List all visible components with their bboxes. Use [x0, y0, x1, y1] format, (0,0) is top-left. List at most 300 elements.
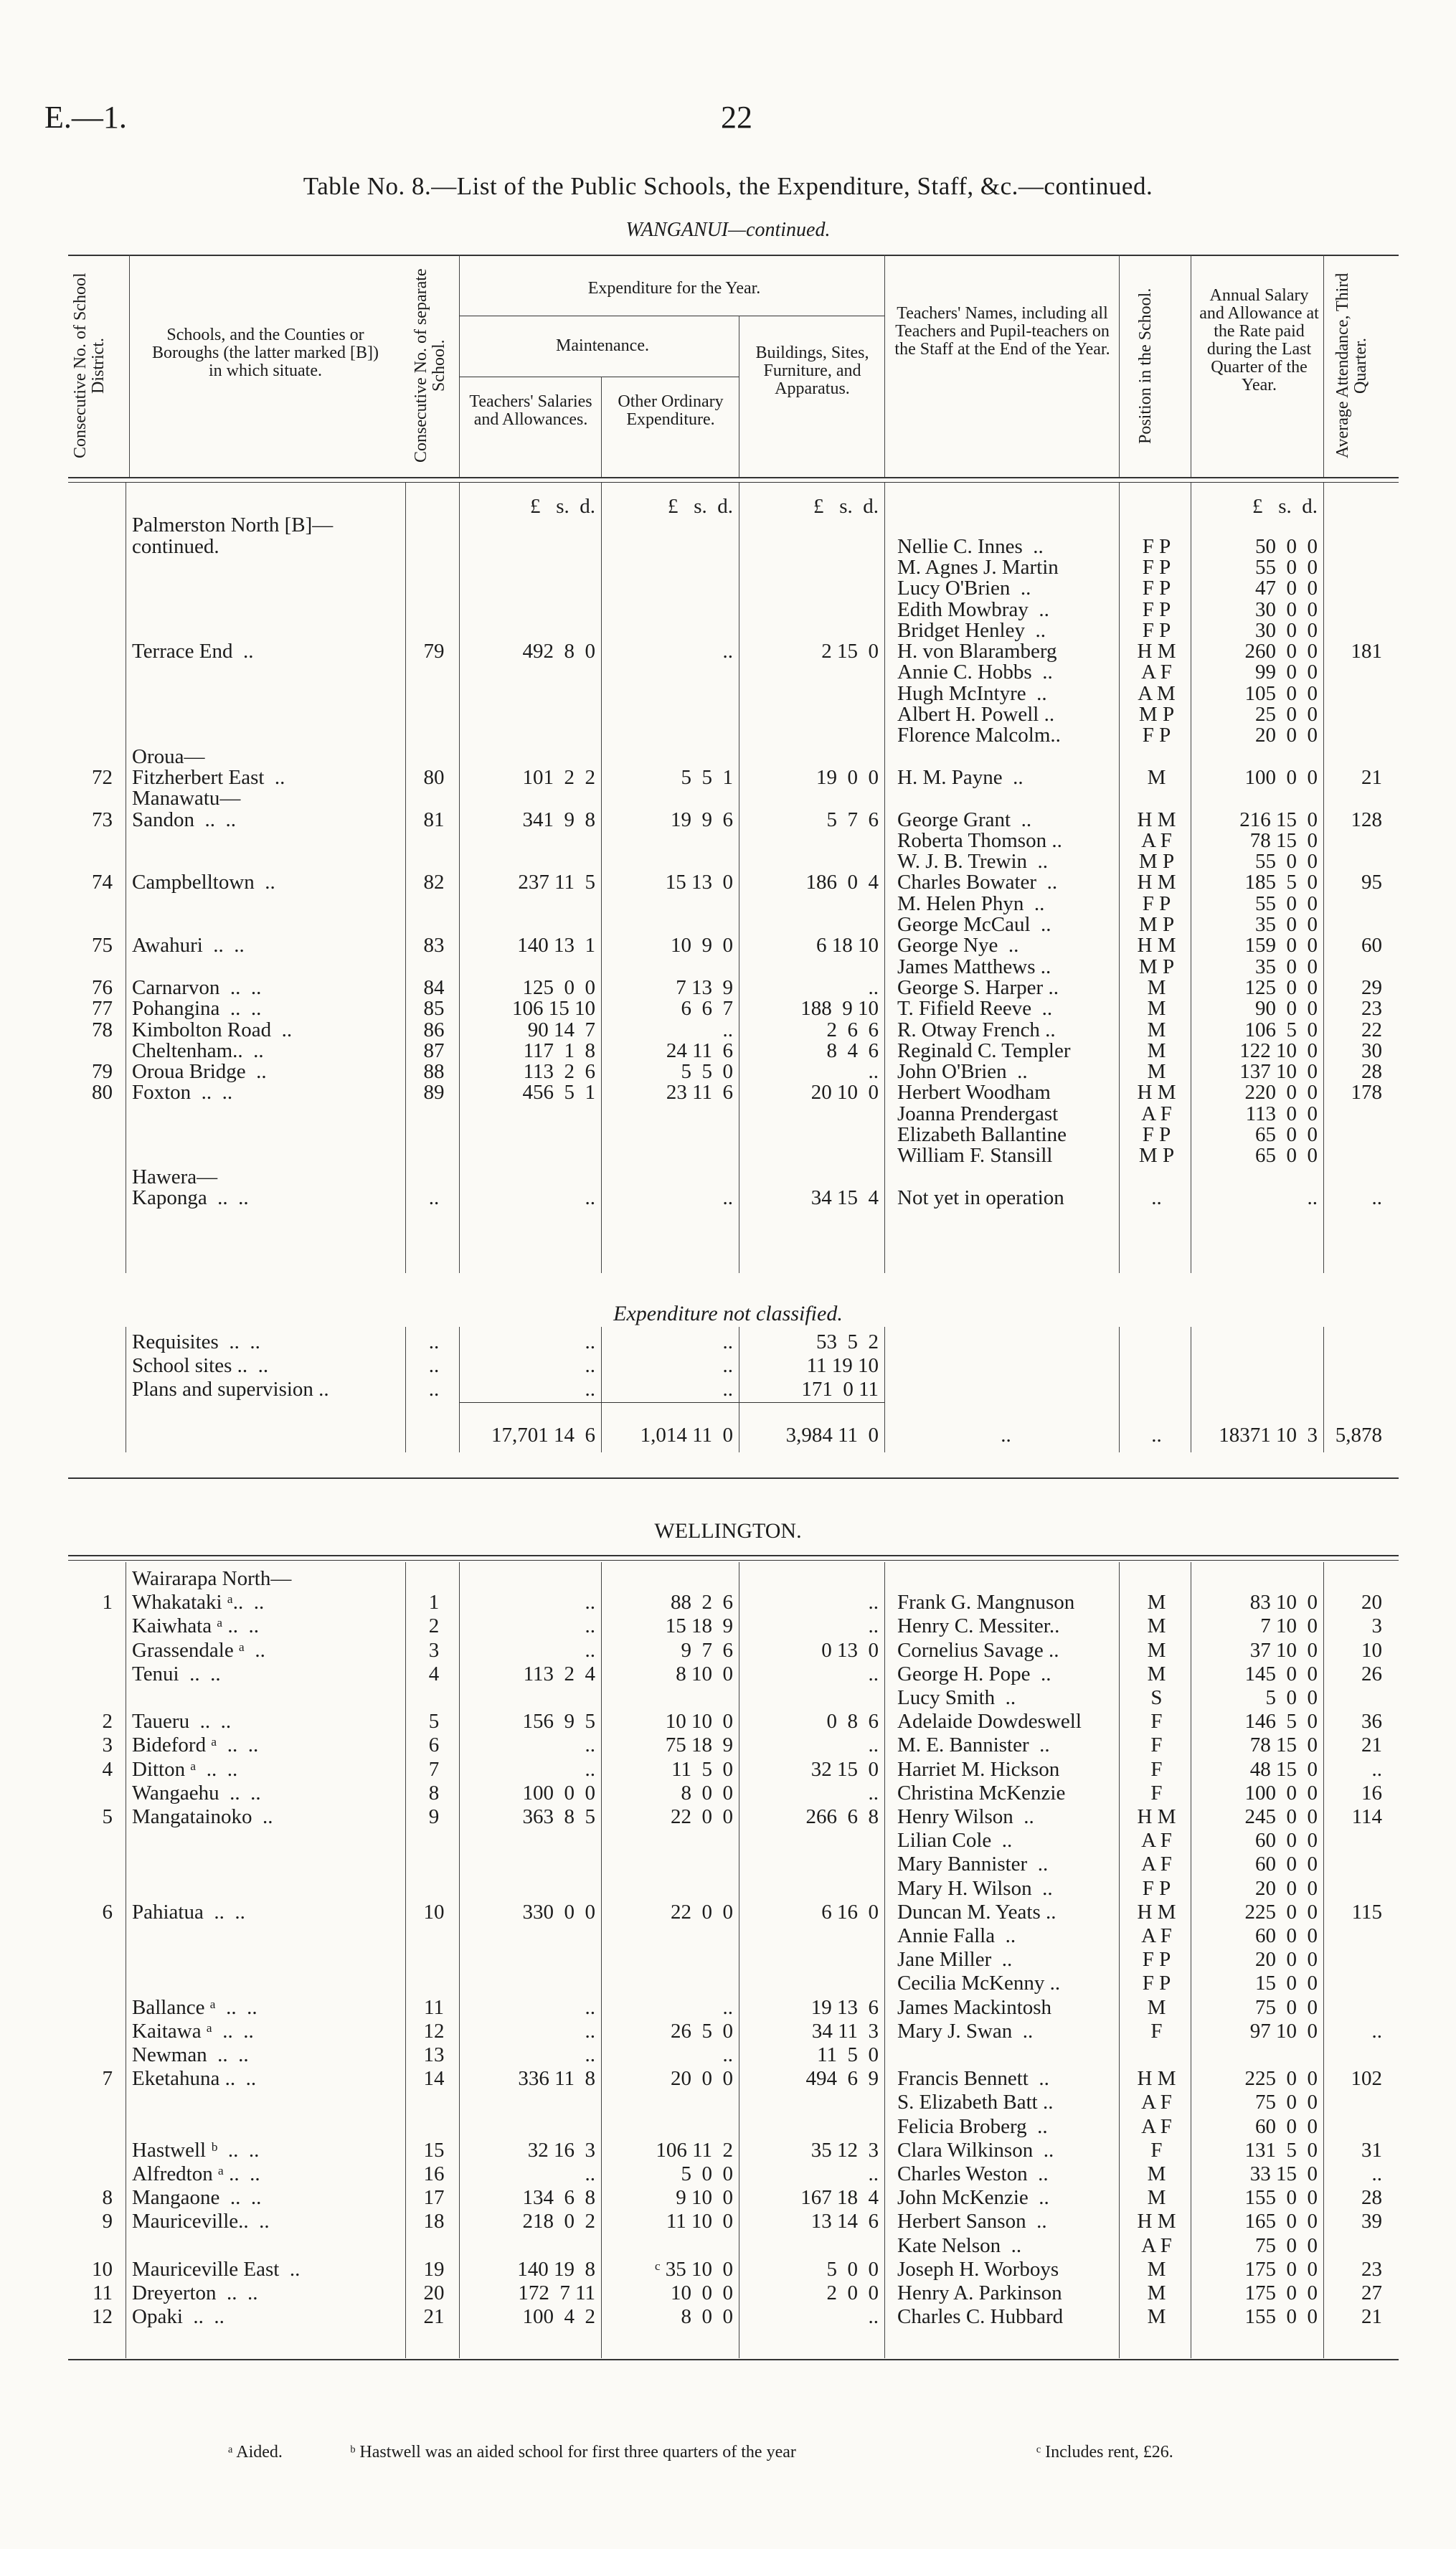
- annual-salary-value: 78 15 0: [1249, 828, 1318, 852]
- teacher-name: Joseph H. Worboys: [897, 2257, 1059, 2281]
- rule-line: [68, 1555, 1399, 1556]
- teacher-name: George S. Harper ..: [897, 975, 1059, 999]
- salaries-value: ..: [585, 2019, 595, 2043]
- other-expenditure-value: 22 0 0: [671, 1805, 733, 1828]
- buildings-value: ..: [868, 1060, 879, 1084]
- annual-salary-value: 245 0 0: [1244, 1805, 1318, 1828]
- teacher-name: Lilian Cole ..: [897, 1829, 1013, 1853]
- school-name: Pahiatua .. ..: [132, 1900, 245, 1924]
- buildings-value: 34 15 4: [810, 1186, 879, 1209]
- position-code: M: [1147, 1018, 1166, 1041]
- annual-salary-value: 100 0 0: [1244, 1781, 1318, 1805]
- column-divider: [1323, 1327, 1324, 1452]
- position-code: M: [1147, 2186, 1166, 2210]
- teacher-name: Henry Wilson ..: [897, 1805, 1034, 1828]
- teacher-name: Herbert Sanson ..: [897, 2210, 1047, 2233]
- annual-salary-value: 155 0 0: [1244, 2305, 1318, 2329]
- school-name: Fitzherbert East ..: [132, 765, 285, 789]
- school-number: 14: [423, 2067, 445, 2091]
- teacher-name: Roberta Thomson ..: [897, 828, 1062, 852]
- annual-salary-value: 30 0 0: [1255, 597, 1318, 621]
- buildings-value: 186 0 4: [805, 871, 879, 894]
- attendance-value: 36: [1361, 1710, 1382, 1734]
- school-name: Terrace End ..: [132, 640, 254, 663]
- position-code: H M: [1137, 1805, 1176, 1828]
- teacher-name: M. Agnes J. Martin: [897, 555, 1059, 579]
- buildings-value: 13 14 6: [810, 2210, 879, 2233]
- annual-salary-value: 113 0 0: [1245, 1102, 1318, 1125]
- teacher-name: George H. Pope ..: [897, 1662, 1051, 1685]
- position-code: M: [1147, 1591, 1166, 1614]
- teacher-name: George Grant ..: [897, 808, 1032, 831]
- column-divider: [1323, 1562, 1324, 2358]
- position-code: F P: [1142, 555, 1171, 579]
- other-expenditure-value: 7 13 9: [676, 975, 733, 999]
- school-number: 20: [423, 2281, 445, 2304]
- column-divider: [405, 1327, 406, 1452]
- attendance-value: 28: [1361, 2186, 1382, 2210]
- attendance-value: 23: [1361, 997, 1382, 1021]
- position-code: A M: [1138, 681, 1176, 705]
- buildings-value: 32 15 0: [810, 1757, 879, 1781]
- school-name: Sandon .. ..: [132, 808, 236, 831]
- buildings-value: ..: [868, 1781, 879, 1805]
- annual-salary-value: 165 0 0: [1244, 2210, 1318, 2233]
- school-name: Kaponga .. ..: [132, 1186, 249, 1209]
- position-code: H M: [1137, 640, 1176, 663]
- position-code: H M: [1137, 2067, 1176, 2091]
- attendance-value: 29: [1361, 975, 1382, 999]
- other-expenditure-value: ..: [722, 1354, 733, 1377]
- position-code: M P: [1138, 913, 1175, 937]
- position-code: A F: [1141, 2233, 1172, 2257]
- buildings-value: 34 11 3: [811, 2019, 879, 2043]
- other-expenditure-value: 5 0 0: [681, 2162, 733, 2185]
- total-annual-salary: 18371 10 3: [1219, 1424, 1318, 1447]
- teacher-name: W. J. B. Trewin ..: [897, 850, 1049, 874]
- attendance-value: 28: [1361, 1060, 1382, 1084]
- district-number: 8: [102, 2186, 113, 2210]
- school-name: Ditton ᵃ .. ..: [132, 1757, 238, 1781]
- currency-header: £ s. d.: [529, 495, 595, 518]
- salaries-value: 100 0 0: [522, 1781, 595, 1805]
- footnote-b: ᵇ Hastwell was an aided school for first three quarters of the year: [350, 2443, 796, 2461]
- teacher-name: Cornelius Savage ..: [897, 1638, 1059, 1662]
- salaries-value: ..: [585, 1734, 595, 1757]
- buildings-value: 0 13 0: [821, 1638, 879, 1662]
- position-code: M: [1147, 1039, 1166, 1062]
- col-header-teachers: Teachers' Names, including all Teachers and Pupil-teachers on the Staff at the End of the Year.: [894, 304, 1110, 359]
- buildings-value: 6 16 0: [821, 1900, 879, 1924]
- teacher-name: Christina McKenzie: [897, 1781, 1066, 1805]
- column-divider: [884, 483, 885, 1273]
- buildings-value: 53 5 2: [816, 1330, 879, 1353]
- not-classified-heading: Expenditure not classified.: [613, 1302, 843, 1325]
- school-number: 80: [423, 765, 445, 789]
- annual-salary-value: 175 0 0: [1244, 2281, 1318, 2304]
- position-code: M: [1147, 1614, 1166, 1638]
- footnote-a: ᵃ Aided.: [228, 2443, 283, 2461]
- other-expenditure-value: 26 5 0: [671, 2019, 733, 2043]
- annual-salary-value: 33 15 0: [1249, 2162, 1318, 2185]
- school-name: Campbelltown ..: [132, 871, 275, 894]
- other-expenditure-value: ..: [722, 2043, 733, 2066]
- district-number: 3: [102, 1734, 113, 1757]
- district-number: 4: [102, 1757, 113, 1781]
- salaries-value: 237 11 5: [518, 871, 595, 894]
- teacher-name: Mary H. Wilson ..: [897, 1876, 1053, 1900]
- col-header-expenditure: Expenditure for the Year.: [587, 279, 761, 298]
- other-expenditure-value: 9 10 0: [676, 2186, 733, 2210]
- teacher-name: R. Otway French ..: [897, 1018, 1056, 1041]
- salaries-value: 101 2 2: [522, 765, 595, 789]
- annual-salary-value: 216 15 0: [1239, 808, 1318, 831]
- district-number: 1: [102, 1591, 113, 1614]
- rule-line: [459, 1402, 884, 1403]
- school-number: 86: [423, 1018, 445, 1041]
- annual-salary-value: 7 10 0: [1260, 1614, 1318, 1638]
- position-code: M: [1147, 2162, 1166, 2185]
- school-number: 12: [423, 2019, 445, 2043]
- annual-salary-value: 83 10 0: [1249, 1591, 1318, 1614]
- teacher-name: Mary Bannister ..: [897, 1853, 1049, 1876]
- position-code: M P: [1138, 955, 1175, 978]
- district-number: 74: [92, 871, 113, 894]
- teacher-name: S. Elizabeth Batt ..: [897, 2091, 1054, 2114]
- district-number: 2: [102, 1710, 113, 1734]
- position-code: H M: [1137, 808, 1176, 831]
- total-buildings: 3,984 11 0: [785, 1424, 879, 1447]
- school-name: Alfredton ᵃ .. ..: [132, 2162, 260, 2185]
- annual-salary-value: 105 0 0: [1244, 681, 1318, 705]
- district-number: 77: [92, 997, 113, 1021]
- position-code: M: [1147, 765, 1166, 789]
- position-code: M: [1147, 997, 1166, 1021]
- teacher-name: Jane Miller ..: [897, 1948, 1013, 1972]
- annual-salary-value: 5 0 0: [1265, 1686, 1318, 1709]
- position-code: H M: [1137, 871, 1176, 894]
- position-code: F P: [1142, 724, 1171, 747]
- attendance-value: 16: [1361, 1781, 1382, 1805]
- column-divider: [601, 377, 602, 477]
- teacher-name: Kate Nelson ..: [897, 2233, 1022, 2257]
- attendance-value: 181: [1351, 640, 1382, 663]
- attendance-value: 114: [1351, 1805, 1382, 1828]
- teacher-name: Frank G. Mangnuson: [897, 1591, 1075, 1614]
- annual-salary-value: 146 5 0: [1244, 1710, 1318, 1734]
- school-name: Foxton .. ..: [132, 1081, 233, 1105]
- other-expenditure-value: ..: [722, 1995, 733, 2019]
- other-expenditure-value: 8 0 0: [681, 2305, 733, 2329]
- teacher-name: Duncan M. Yeats ..: [897, 1900, 1056, 1924]
- position-code: F P: [1142, 1876, 1171, 1900]
- school-number: ..: [428, 1354, 440, 1377]
- total-other-expenditure: 1,014 11 0: [640, 1424, 733, 1447]
- salaries-value: 134 6 8: [522, 2186, 595, 2210]
- attendance-value: 26: [1361, 1662, 1382, 1685]
- position-code: M P: [1138, 703, 1175, 727]
- school-number: 9: [428, 1805, 440, 1828]
- teacher-name: Henry A. Parkinson: [897, 2281, 1062, 2304]
- other-expenditure-value: 8 10 0: [676, 1662, 733, 1685]
- other-expenditure-value: ..: [722, 640, 733, 663]
- buildings-value: ..: [868, 2305, 879, 2329]
- attendance-value: ..: [1371, 2019, 1382, 2043]
- position-code: M: [1147, 1060, 1166, 1084]
- other-expenditure-value: ..: [722, 1330, 733, 1353]
- annual-salary-value: 159 0 0: [1244, 934, 1318, 957]
- buildings-value: 2 0 0: [826, 2281, 879, 2304]
- buildings-value: ..: [868, 1662, 879, 1685]
- salaries-value: 172 7 11: [518, 2281, 595, 2304]
- salaries-value: 492 8 0: [522, 640, 595, 663]
- buildings-value: 35 12 3: [810, 2138, 879, 2162]
- column-divider: [1323, 255, 1324, 477]
- salaries-value: 140 13 1: [517, 934, 595, 957]
- other-expenditure-value: ..: [722, 1186, 733, 1209]
- teacher-name: Bridget Henley ..: [897, 618, 1046, 642]
- teacher-name: James Matthews ..: [897, 955, 1051, 978]
- col-header-salaries: Teachers' Salaries and Allowances.: [469, 392, 592, 429]
- other-expenditure-value: 88 2 6: [671, 1591, 733, 1614]
- annual-salary-value: ..: [1307, 1186, 1318, 1209]
- school-name: Kaiwhata ᵃ .. ..: [132, 1614, 260, 1638]
- other-expenditure-value: 23 11 6: [666, 1081, 733, 1105]
- position-code: F: [1150, 1734, 1163, 1757]
- position-code: M: [1147, 975, 1166, 999]
- school-name: Whakataki ᵃ.. ..: [132, 1591, 265, 1614]
- school-number: 79: [423, 640, 445, 663]
- school-number: 7: [428, 1757, 440, 1781]
- attendance-value: 102: [1351, 2067, 1382, 2091]
- school-number: 11: [424, 1995, 444, 2019]
- other-expenditure-value: 5 5 1: [681, 765, 733, 789]
- school-name: Dreyerton .. ..: [132, 2281, 258, 2304]
- buildings-value: 171 0 11: [801, 1378, 879, 1401]
- district-number: 7: [102, 2067, 113, 2091]
- district-number: 78: [92, 1018, 113, 1041]
- annual-salary-value: 155 0 0: [1244, 2186, 1318, 2210]
- buildings-value: 5 0 0: [826, 2257, 879, 2281]
- district-number: 12: [92, 2305, 113, 2329]
- annual-salary-value: 185 5 0: [1244, 871, 1318, 894]
- district-heading-wellington: WELLINGTON.: [654, 1519, 802, 1543]
- annual-salary-value: 65 0 0: [1255, 1123, 1318, 1147]
- district-number: 11: [93, 2281, 113, 2304]
- position-code: A F: [1141, 1924, 1172, 1947]
- salaries-value: 218 0 2: [522, 2210, 595, 2233]
- column-divider: [1119, 1562, 1120, 2358]
- teacher-name: George Nye ..: [897, 934, 1019, 957]
- school-number: 2: [428, 1614, 440, 1638]
- annual-salary-value: 75 0 0: [1255, 2233, 1318, 2257]
- buildings-value: 266 6 8: [805, 1805, 879, 1828]
- school-number: 4: [428, 1662, 440, 1685]
- rule-line: [68, 2359, 1399, 2360]
- expense-category: School sites .. ..: [132, 1354, 269, 1377]
- annual-salary-value: 65 0 0: [1255, 1144, 1318, 1168]
- school-number: 84: [423, 975, 445, 999]
- other-expenditure-value: 20 0 0: [671, 2067, 733, 2091]
- school-name: Grassendale ᵃ ..: [132, 1638, 265, 1662]
- teacher-name: Edith Mowbray ..: [897, 597, 1049, 621]
- school-name: Newman .. ..: [132, 2043, 249, 2066]
- teacher-name: Francis Bennett ..: [897, 2067, 1049, 2091]
- position-code: H M: [1137, 2210, 1176, 2233]
- school-name: Ballance ᵃ .. ..: [132, 1995, 257, 2019]
- position-code: F P: [1142, 534, 1171, 558]
- buildings-value: ..: [868, 1614, 879, 1638]
- position-code: F P: [1142, 1972, 1171, 1995]
- column-divider: [1119, 1327, 1120, 1452]
- district-number: 79: [92, 1060, 113, 1084]
- other-expenditure-value: 75 18 9: [665, 1734, 733, 1757]
- salaries-value: 156 9 5: [522, 1710, 595, 1734]
- teacher-name: Albert H. Powell ..: [897, 703, 1055, 727]
- teacher-name: Charles Bowater ..: [897, 871, 1058, 894]
- school-number: 89: [423, 1081, 445, 1105]
- annual-salary-value: 90 0 0: [1255, 997, 1318, 1021]
- annual-salary-value: 225 0 0: [1244, 1900, 1318, 1924]
- salaries-value: ..: [585, 1186, 595, 1209]
- col-header-annual: Annual Salary and Allowance at the Rate paid during the Last Quarter of the Year.: [1199, 286, 1319, 394]
- position-code: M: [1147, 1995, 1166, 2019]
- annual-salary-value: 60 0 0: [1255, 1829, 1318, 1853]
- other-expenditure-value: 15 18 9: [665, 1614, 733, 1638]
- position-code: F: [1150, 2138, 1163, 2162]
- buildings-value: 19 13 6: [810, 1995, 879, 2019]
- teacher-name: Lucy O'Brien ..: [897, 577, 1031, 600]
- teacher-name: M. Helen Phyn ..: [897, 892, 1045, 915]
- position-code: F P: [1142, 618, 1171, 642]
- annual-salary-value: 131 5 0: [1244, 2138, 1318, 2162]
- school-name: continued.: [132, 534, 219, 558]
- district-number: 80: [92, 1081, 113, 1105]
- school-number: 21: [423, 2305, 445, 2329]
- column-divider: [459, 483, 460, 1273]
- other-expenditure-value: 8 0 0: [681, 1781, 733, 1805]
- annual-salary-value: 75 0 0: [1255, 2091, 1318, 2114]
- buildings-value: 11 5 0: [817, 2043, 879, 2066]
- position-code: A F: [1141, 2091, 1172, 2114]
- position-code: A F: [1141, 1829, 1172, 1853]
- attendance-value: 39: [1361, 2210, 1382, 2233]
- rule-line: [68, 255, 1399, 256]
- salaries-value: ..: [585, 2162, 595, 2185]
- position-code: F P: [1142, 577, 1171, 600]
- school-name: Cheltenham.. ..: [132, 1039, 264, 1062]
- attendance-value: 23: [1361, 2257, 1382, 2281]
- attendance-value: 22: [1361, 1018, 1382, 1041]
- attendance-value: 21: [1361, 2305, 1382, 2329]
- total-attendance: 5,878: [1335, 1424, 1382, 1447]
- position-code: M: [1147, 1638, 1166, 1662]
- rule-line: [68, 482, 1399, 483]
- buildings-value: ..: [868, 1591, 879, 1614]
- position-code: F: [1150, 1710, 1163, 1734]
- position-code: M P: [1138, 850, 1175, 874]
- annual-salary-value: 35 0 0: [1255, 955, 1318, 978]
- column-divider: [1119, 255, 1120, 477]
- attendance-value: 30: [1361, 1039, 1382, 1062]
- other-expenditure-value: ..: [722, 1018, 733, 1041]
- attendance-value: 21: [1361, 1734, 1382, 1757]
- salaries-value: 125 0 0: [522, 975, 595, 999]
- total-position-placeholder: ..: [1151, 1424, 1162, 1447]
- salaries-value: ..: [585, 1614, 595, 1638]
- school-number: 5: [428, 1710, 440, 1734]
- position-code: M P: [1138, 1144, 1175, 1168]
- annual-salary-value: 20 0 0: [1255, 1948, 1318, 1972]
- teacher-name: Hugh McIntyre ..: [897, 681, 1047, 705]
- teacher-name: H. M. Payne ..: [897, 765, 1024, 789]
- position-code: M: [1147, 2281, 1166, 2304]
- column-divider: [601, 1562, 602, 2358]
- school-name: Oroua Bridge ..: [132, 1060, 267, 1084]
- position-code: F P: [1142, 597, 1171, 621]
- school-number: 1: [428, 1591, 440, 1614]
- teacher-name: Not yet in operation: [897, 1186, 1064, 1209]
- attendance-value: ..: [1371, 2162, 1382, 2185]
- teacher-name: Mary J. Swan ..: [897, 2019, 1034, 2043]
- other-expenditure-value: 5 5 0: [681, 1060, 733, 1084]
- school-number: 15: [423, 2138, 445, 2162]
- attendance-value: 128: [1351, 808, 1382, 831]
- school-number: 16: [423, 2162, 445, 2185]
- school-number: 83: [423, 934, 445, 957]
- teacher-name: H. von Blaramberg: [897, 640, 1057, 663]
- teacher-name: Cecilia McKenny ..: [897, 1972, 1061, 1995]
- table-title: Table No. 8.—List of the Public Schools, the Expenditure, Staff, &c.—continued.: [303, 172, 1153, 200]
- district-number: 9: [102, 2210, 113, 2233]
- salaries-value: 113 2 6: [523, 1060, 595, 1084]
- other-expenditure-value: 106 11 2: [656, 2138, 733, 2162]
- column-divider: [459, 1327, 460, 1452]
- annual-salary-value: 37 10 0: [1249, 1638, 1318, 1662]
- other-expenditure-value: 9 7 6: [681, 1638, 733, 1662]
- position-code: A F: [1141, 661, 1172, 684]
- annual-salary-value: 50 0 0: [1255, 534, 1318, 558]
- position-code: A F: [1141, 1102, 1172, 1125]
- annual-salary-value: 60 0 0: [1255, 1853, 1318, 1876]
- annual-salary-value: 78 15 0: [1249, 1734, 1318, 1757]
- salaries-value: ..: [585, 1638, 595, 1662]
- column-divider: [884, 1562, 885, 2358]
- other-expenditure-value: 24 11 6: [666, 1039, 733, 1062]
- buildings-value: 2 15 0: [821, 640, 879, 663]
- school-number: 3: [428, 1638, 440, 1662]
- annual-salary-value: 99 0 0: [1255, 661, 1318, 684]
- annual-salary-value: 100 0 0: [1244, 765, 1318, 789]
- teacher-name: M. E. Bannister ..: [897, 1734, 1050, 1757]
- rule-line: [68, 1477, 1399, 1479]
- teacher-name: Henry C. Messiter..: [897, 1614, 1060, 1638]
- attendance-value: 60: [1361, 934, 1382, 957]
- other-expenditure-value: 10 9 0: [671, 934, 733, 957]
- position-code: F P: [1142, 892, 1171, 915]
- expense-category: Requisites .. ..: [132, 1330, 260, 1353]
- annual-salary-value: 15 0 0: [1255, 1972, 1318, 1995]
- annual-salary-value: 60 0 0: [1255, 1924, 1318, 1947]
- annual-salary-value: 30 0 0: [1255, 618, 1318, 642]
- school-name: Awahuri .. ..: [132, 934, 245, 957]
- school-name: Manawatu—: [132, 787, 241, 810]
- school-number: 18: [423, 2210, 445, 2233]
- attendance-value: 20: [1361, 1591, 1382, 1614]
- salaries-value: 90 14 7: [527, 1018, 595, 1041]
- school-name: Mangatainoko ..: [132, 1805, 273, 1828]
- column-divider: [601, 483, 602, 1273]
